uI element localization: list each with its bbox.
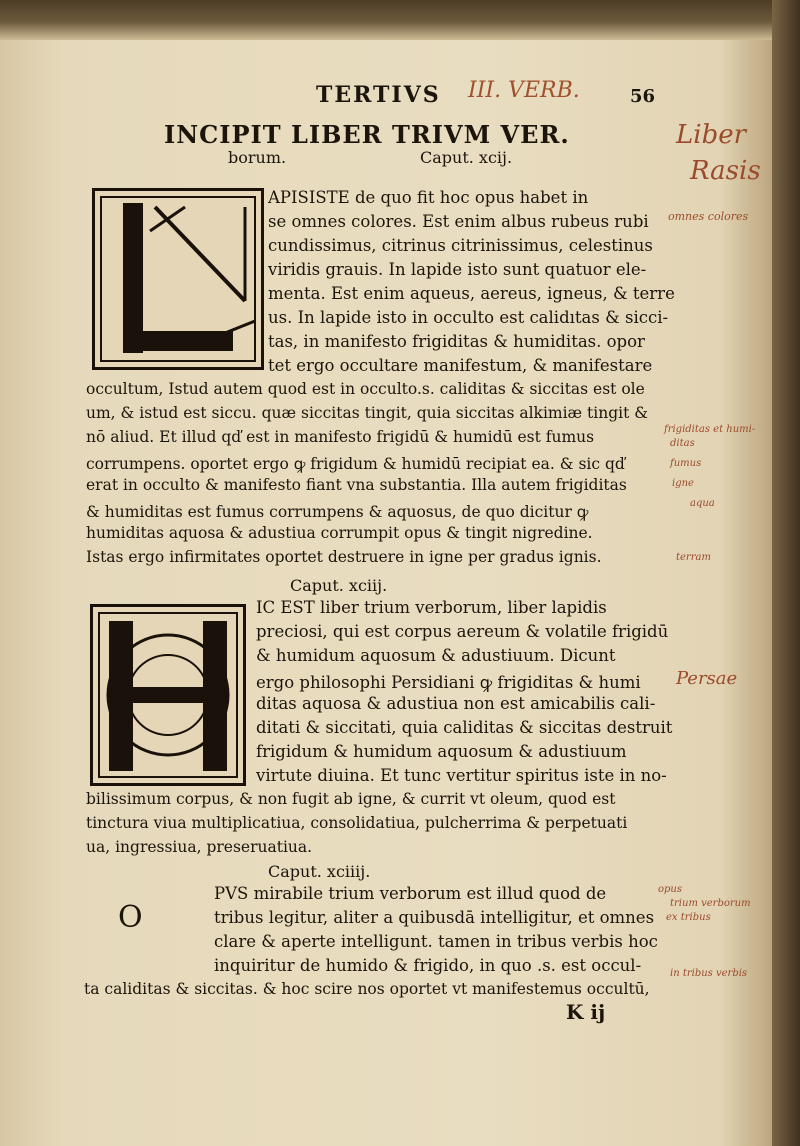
- text-line: IC EST liber trium verborum, liber lapidis: [256, 598, 607, 617]
- chapter-heading-94: Caput. xciiij.: [268, 862, 371, 881]
- text-line: um, & istud est siccu. quæ siccitas tingit, quia siccitas alkimiæ tingit &: [86, 404, 649, 422]
- text-line: erat in occulto & manifesto fiant vna substantia. Illa autem frigiditas: [86, 476, 627, 494]
- book-binding-edge: [0, 0, 800, 40]
- text-line: ergo philosophi Persidiani ꝙ frigiditas & humi: [256, 673, 641, 692]
- margin-note-line: fumus: [670, 458, 702, 469]
- initial-h-art: [93, 607, 243, 783]
- text-line: occultum, Istud autem quod est in occulto.s. caliditas & siccitas est ole: [86, 380, 645, 398]
- text-line: & humidum aquosum & adustiuum. Dicunt: [256, 646, 616, 665]
- chapter-heading-93: Caput. xciij.: [290, 576, 388, 595]
- text-line: nō aliud. Et illud qď est in manifesto frigidū & humidū est fumus: [86, 428, 595, 446]
- text-line: Istas ergo infirmitates oportet destruere in igne per gradus ignis.: [86, 548, 602, 566]
- margin-note-persae: Persae: [676, 668, 738, 689]
- text-line: inquiritur de humido & frigido, in quo .s. est occul-: [214, 956, 642, 975]
- margin-note-line: opus: [658, 884, 682, 895]
- margin-note-line: ditas: [670, 438, 695, 449]
- margin-note-line: ex tribus: [666, 912, 711, 923]
- margin-note-line: trium verborum: [670, 898, 751, 909]
- page-right-edge: [772, 0, 800, 1146]
- text-line: virtute diuina. Et tunc vertitur spiritus iste in no-: [256, 766, 667, 785]
- margin-note-line: aqua: [690, 498, 715, 509]
- text-line: se omnes colores. Est enim albus rubeus rubi: [268, 212, 649, 231]
- handwritten-title: III. VERB.: [468, 78, 580, 103]
- margin-note-omnes-colores: omnes colores: [668, 210, 749, 223]
- chapter-heading-92: Caput. xcij.: [420, 148, 513, 167]
- text-line: ua, ingressiua, preseruatiua.: [86, 838, 313, 856]
- margin-note-rasis: Rasis: [690, 156, 761, 186]
- text-line: PVS mirabile trium verborum est illud quod de: [214, 884, 607, 903]
- decorated-initial-h: [90, 604, 246, 786]
- decorated-initial-l: [92, 188, 264, 370]
- text-line: bilissimum corpus, & non fugit ab igne, & currit vt oleum, quod est: [86, 790, 616, 808]
- margin-note-line: igne: [672, 478, 694, 489]
- text-line: frigidum & humidum aquosum & adustiuum: [256, 742, 627, 761]
- margin-note-line: terram: [676, 552, 711, 563]
- text-line: ditati & siccitati, quia caliditas & siccitas destruit: [256, 718, 673, 737]
- text-line: preciosi, qui est corpus aereum & volatile frigidū: [256, 622, 669, 641]
- page-number: 56: [630, 86, 656, 107]
- text-line: ditas aquosa & adustiua non est amicabilis cali-: [256, 694, 656, 713]
- text-line: humiditas aquosa & adustiua corrumpit opus & tingit nigredine.: [86, 524, 593, 542]
- margin-note-line: frigiditas et humi-: [664, 424, 756, 435]
- text-line: APISISTE de quo fit hoc opus habet in: [268, 188, 589, 207]
- initial-l-art: [95, 191, 261, 367]
- text-line: tet ergo occultare manifestum, & manifestare: [268, 356, 653, 375]
- text-line: ta caliditas & siccitas. & hoc scire nos oportet vt manifestemus occultū,: [84, 980, 650, 998]
- margin-note-liber: Liber: [676, 120, 747, 150]
- text-line: corrumpens. oportet ergo ꝙ frigidum & humidū recipiat ea. & sic qď: [86, 455, 625, 473]
- text-line: cundissimus, citrinus citrinissimus, celestinus: [268, 236, 653, 255]
- text-line: tribus legitur, aliter a quibusdā intelligitur, et omnes: [214, 908, 655, 927]
- text-line: viridis grauis. In lapide isto sunt quatuor ele-: [268, 260, 647, 279]
- text-line: menta. Est enim aqueus, aereus, igneus, & terre: [268, 284, 675, 303]
- margin-note-line: in tribus verbis: [670, 968, 748, 979]
- running-title: TERTIVS: [316, 82, 441, 108]
- text-line: & humiditas est fumus corrumpens & aquosus, de quo dicitur ꝙ: [86, 503, 589, 521]
- incipit-title: INCIPIT LIBER TRIVM VER.: [164, 120, 570, 149]
- text-line: clare & aperte intelligunt. tamen in tribus verbis hoc: [214, 932, 658, 951]
- initial-o: O: [118, 900, 143, 935]
- text-line: us. In lapide isto in occulto est calidıtas & sicci-: [268, 308, 669, 327]
- signature-mark: K ij: [566, 1000, 606, 1024]
- text-line: tinctura viua multiplicatiua, consolidatiua, pulcherrima & perpetuati: [86, 814, 628, 832]
- text-line: tas, in manifesto frigiditas & humiditas. opor: [268, 332, 645, 351]
- incipit-title-continued: borum.: [228, 148, 287, 167]
